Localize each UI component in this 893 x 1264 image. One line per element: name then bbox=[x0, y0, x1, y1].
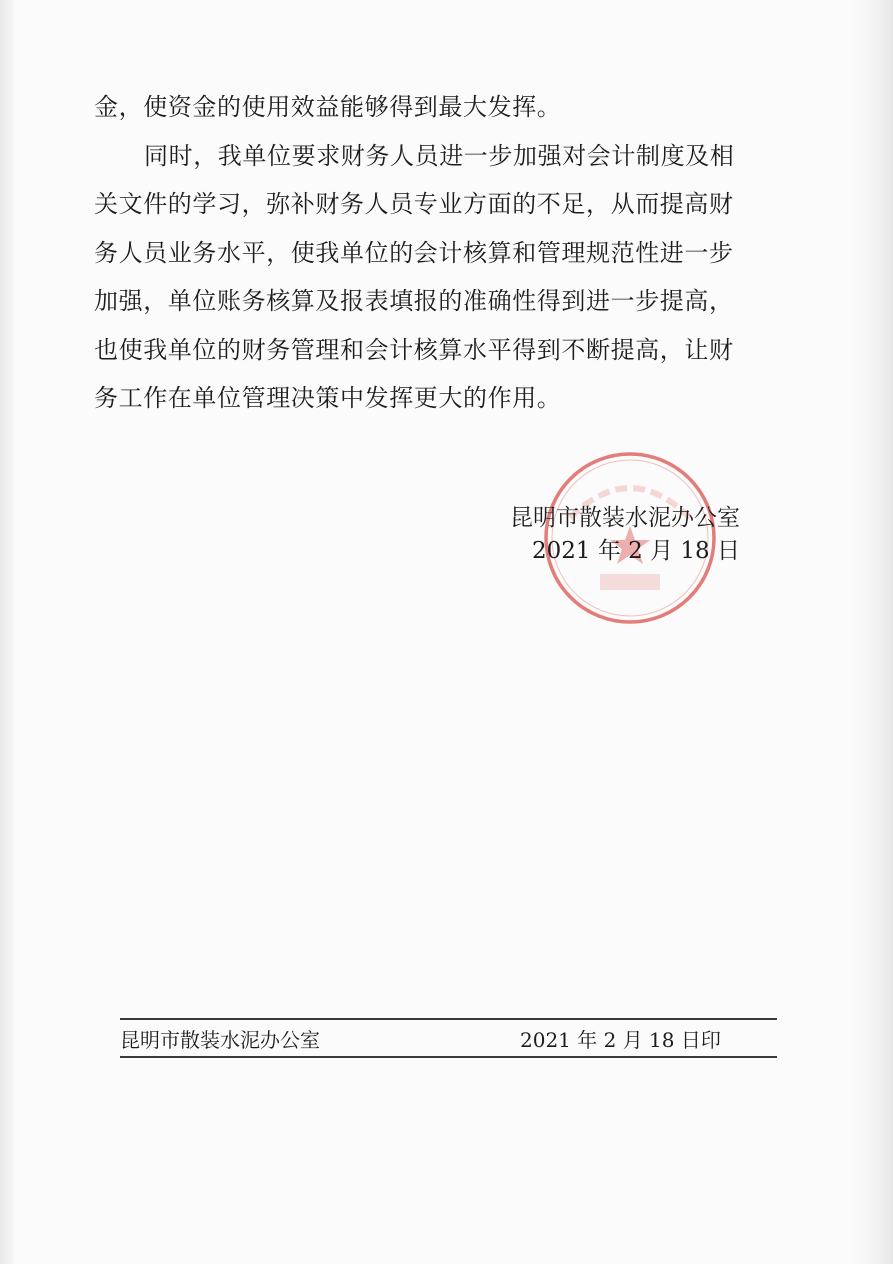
footer-rule-top bbox=[120, 1018, 777, 1020]
body-line: 务人员业务水平，使我单位的会计核算和管理规范性进一步 bbox=[94, 238, 734, 267]
body-line: 金，使资金的使用效益能够得到最大发挥。 bbox=[94, 93, 562, 121]
signature-organization: 昆明市散装水泥办公室 bbox=[510, 505, 740, 531]
scan-edge-right bbox=[853, 0, 893, 1264]
body-line: 关文件的学习，弥补财务人员专业方面的不足，从而提高财 bbox=[94, 190, 734, 218]
signature-date: 2021 年 2 月 18 日 bbox=[532, 538, 740, 564]
footer-organization: 昆明市散装水泥办公室 bbox=[120, 1028, 320, 1052]
body-line: 加强，单位账务核算及报表填报的准确性得到进一步提高， bbox=[94, 287, 734, 315]
signature-block bbox=[480, 502, 740, 568]
body-line: 也使我单位的财务管理和会计核算水平得到不断提高，让财 bbox=[94, 335, 734, 364]
body-line: 务工作在单位管理决策中发挥更大的作用。 bbox=[94, 384, 562, 412]
footer-rule-bottom bbox=[120, 1056, 777, 1058]
scan-edge-left bbox=[0, 0, 14, 1264]
footer-print-date: 2021 年 2 月 18 日印 bbox=[520, 1028, 721, 1052]
body-line: 同时，我单位要求财务人员进一步加强对会计制度及相 bbox=[144, 141, 735, 170]
body-text bbox=[94, 83, 754, 423]
